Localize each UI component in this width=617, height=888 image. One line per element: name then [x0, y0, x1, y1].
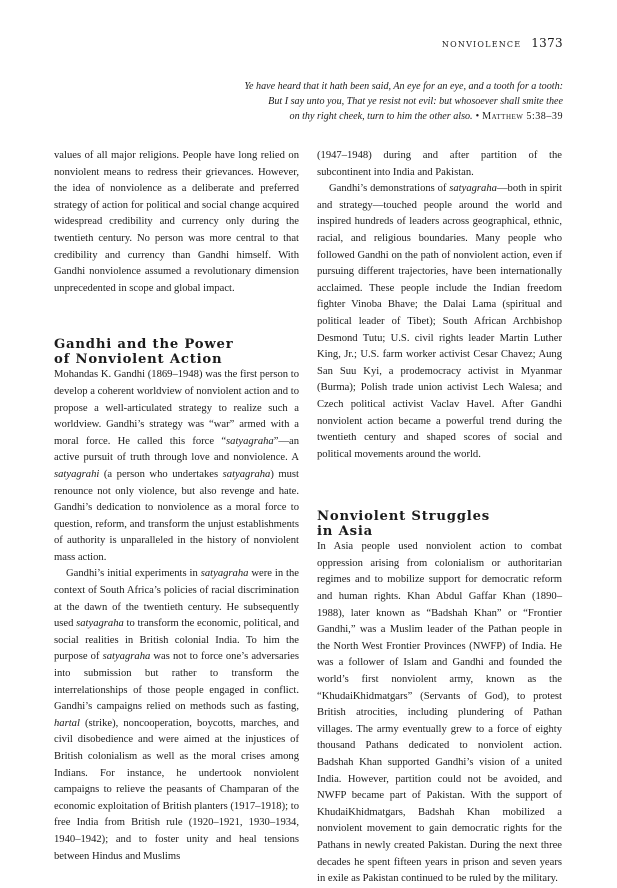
section-heading-line: of Nonviolent Action	[54, 352, 223, 368]
text-run: were in the context of South Africa’s policies of racial discrimination at the dawn of the twentieth century. He subsequently used	[54, 568, 300, 630]
italic-term: hartal	[54, 717, 80, 729]
section-heading-line: Gandhi and the Power	[54, 337, 234, 353]
italic-term: satyagraha	[76, 618, 124, 630]
body-paragraph	[54, 566, 299, 865]
epigraph-line-with-citation	[143, 110, 563, 125]
text-run: Mohandas K. Gandhi (1869–1948) was the first person to develop a coherent worldview of nonviolent action and to propose a well-articulated strategy to realize such a worldview. Gandhi’s strategy was “war” armed with a moral force. He called this force “	[54, 369, 299, 447]
italic-term: satyagraha	[222, 468, 271, 480]
right-column	[317, 148, 562, 888]
bullet-separator: •	[475, 110, 480, 122]
section-heading-line: in Asia	[317, 524, 373, 540]
text-run: Gandhi’s initial experiments in	[66, 568, 201, 580]
text-run: ) must renounce not only violence, but also revenge and hate. Gandhi’s dedication to nonviolence as a moral force to question, reform, and transform the unjust establishments of authority is unparalleled in the history of nonviolent mass action.	[54, 468, 300, 563]
text-run: (strike), noncooperation, boycotts, marches, and civil disobedience and were aimed at the injustices of British colonialism as well as the moral crises among Indians. For instance, he undertook nonviolent campaigns to relieve the peasants of Champaran of the economic exploitation of British planters (1917–1918); to free India from British rule (1920–1921, 1930–1934, 1940–1942); and to foster unity and heal tensions between Hindus and Muslims	[54, 717, 299, 862]
epigraph-line: on thy right cheek, turn to him the other also.	[289, 110, 473, 122]
section-heading	[54, 337, 299, 367]
epigraph-line: But I say unto you, That ye resist not evil: but whosoever shall smite thee	[268, 95, 563, 107]
epigraph-quote	[143, 80, 563, 124]
section-heading-line: Nonviolent Struggles	[317, 509, 490, 525]
running-header	[442, 36, 563, 50]
body-paragraph	[54, 367, 299, 566]
text-run: (a person who undertakes	[99, 468, 223, 480]
epigraph-line: Ye have heard that it hath been said, An eye for an eye, and a tooth for a tooth:	[244, 81, 563, 92]
body-paragraph: values of all major religions. People have long relied on nonviolent means to redress their grievances. However, the idea of nonviolence as a deliberate and preferred strategy of action for political and social change acquired widespread credibility and currency only during the twentieth century. No person was more central to that credibility and currency than Gandhi himself. With Gandhi nonviolence assumed a revolutionary dimension unprecedented in scope and global impact.	[54, 150, 299, 294]
section-title: nonviolence	[441, 37, 522, 50]
italic-term: satyagraha	[200, 568, 249, 580]
text-run: ”—an active pursuit of truth through love and nonviolence. A	[54, 435, 299, 464]
text-run: was not to force one’s adversaries into submission but rather to transform the interrelationships of those people engaged in conflict. Gandhi’s campaigns relied on methods such as fasting,	[54, 651, 299, 713]
italic-term: satyagrahi	[54, 468, 100, 480]
epigraph-citation: Matthew 5:38–39	[482, 110, 563, 122]
body-paragraph: (1947–1948) during and after partition of the subcontinent into India and Pakistan.	[317, 150, 562, 178]
text-run: —both in spirit and strategy—touched people around the world and inspired hundreds of leaders across geographical, ethnic, racial, and religious boundaries. Many people who followed Gandhi on the path of nonviolent action, even if pursuing different trajectories, have been internationally acclaimed. These people include the Indian freedom fighter Vinoba Bhave; the Dalai Lama (spiritual and political leader of Tibet); South African Archbishop Desmond Tutu; U.S. civil rights leader Martin Luther King, Jr.; U.S. farm worker activist Cesar Chavez; Aung San Suu Kyi, a prodemocracy activist in Myanmar (Burma); Polish trade union activist Lech Walesa; and Czech political activist Vaclav Havel. After Gandhi nonviolent action became a powerful trend during the twentieth century and shaped scores of social and political movements around the world.	[317, 183, 562, 460]
italic-term: satyagraha	[226, 435, 274, 447]
body-paragraph	[317, 181, 562, 463]
italic-term: satyagraha	[102, 651, 151, 663]
text-run: to transform the economic, political, and social realities in British colonial India. To him the purpose of	[54, 618, 299, 663]
left-column	[54, 148, 299, 865]
body-paragraph: In Asia people used nonviolent action to combat oppression arising from colonialism or authoritarian regimes and to mobilize support for democratic reform and human rights. Khan Abdul Gaffar Khan (1890–1988), later known as “Badshah Khan” or “Frontier Gandhi,” was a Muslim leader of the Pathan people in the North West Frontier Provinces (NWFP) of India. He was a follower of Islam and Gandhi and founded the world’s first nonviolent army, known as the “KhudaiKhidmatgars” (Servants of God), to protest British atrocities, including plundering of Pathan villages. The army eventually grew to a force of eighty thousand Pathans dedicated to nonviolent action. Badshah Khan supported Gandhi’s vision of a united India. However, partition could not be avoided, and NWFP became part of Pakistan. With the support of KhudaiKhidmatgars, Badshah Khan mobilized a nonviolent movement to gain democratic rights for the Pathans in newly created Pakistan. During the next three decades he spent fifteen years in prison and seven years in exile as Pakistan continued to be ruled by the military.	[317, 541, 562, 885]
text-run: Gandhi’s demonstrations of	[329, 183, 450, 195]
italic-term: satyagraha	[449, 183, 497, 195]
section-heading	[317, 509, 562, 539]
page-number: 1373	[531, 36, 563, 50]
